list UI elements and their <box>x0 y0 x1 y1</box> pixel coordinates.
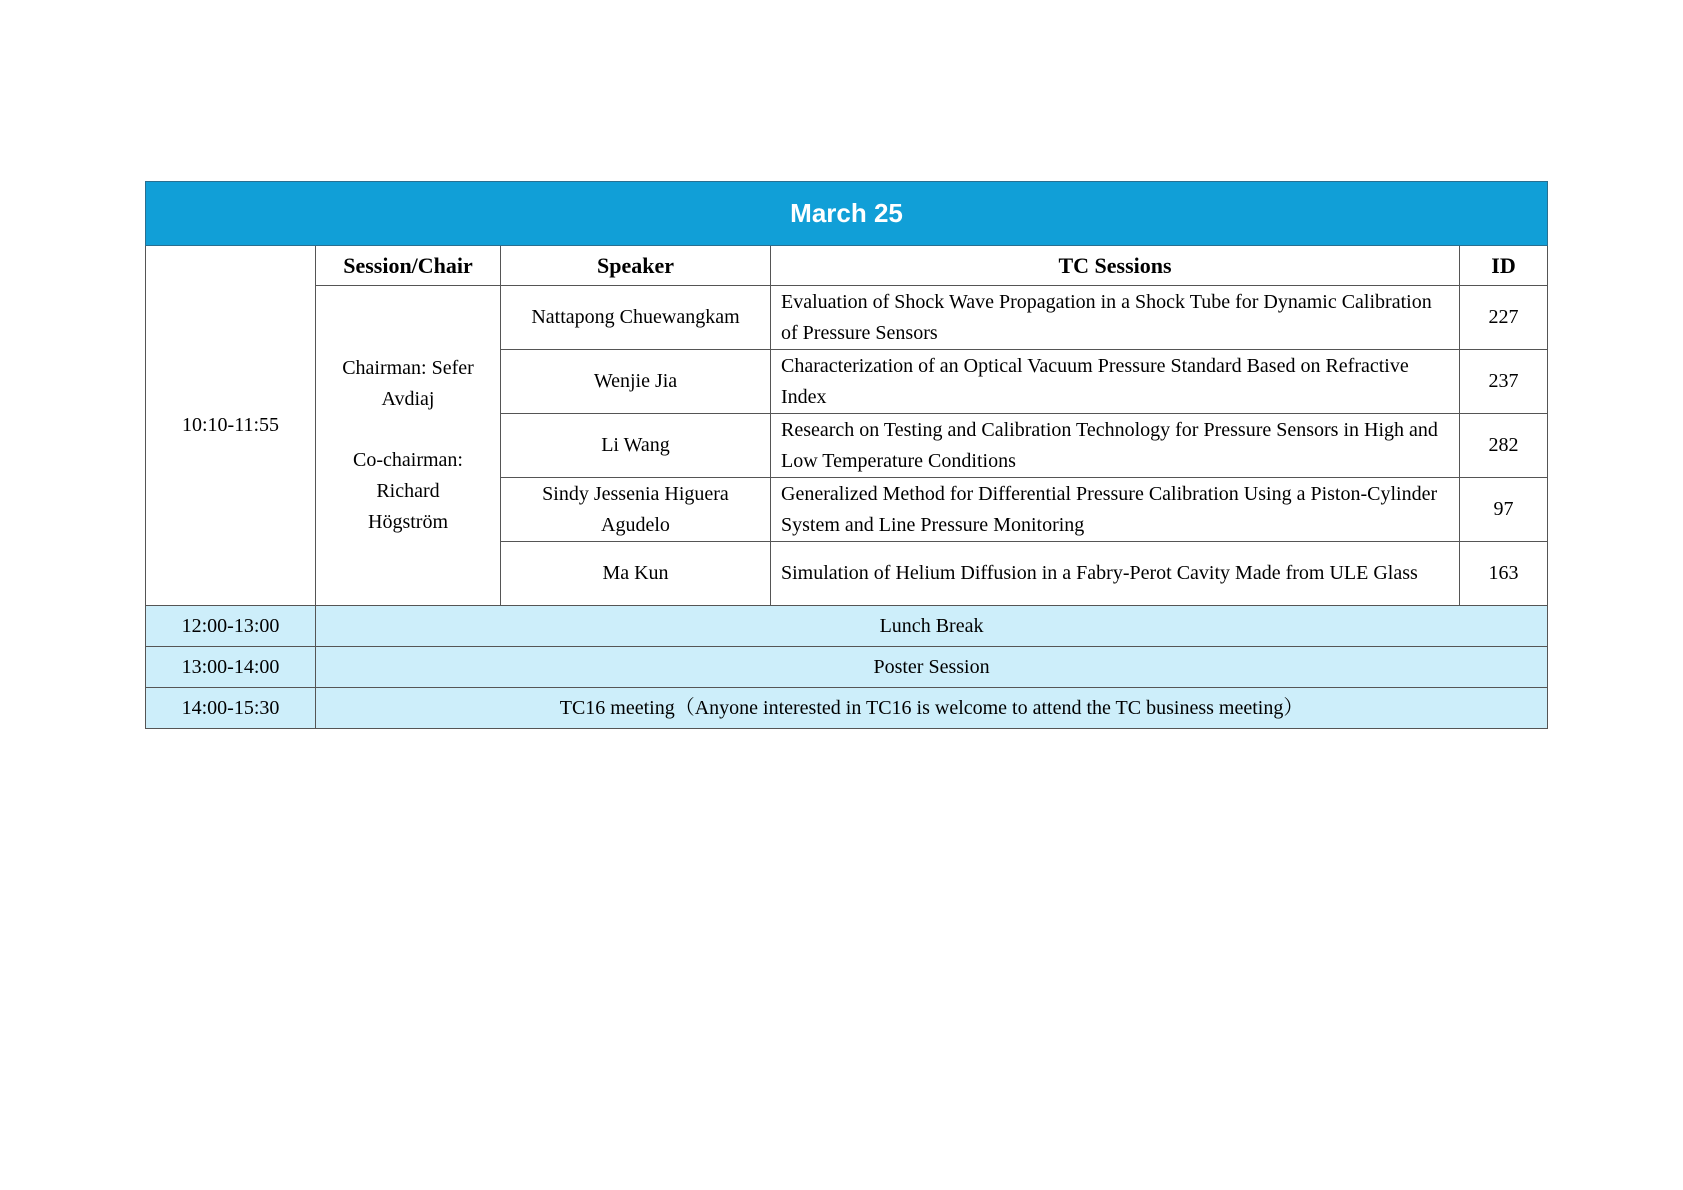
talk-speaker: Wenjie Jia <box>501 350 771 414</box>
break-row <box>146 688 1548 729</box>
session-time: 10:10-11:55 <box>146 246 316 606</box>
date-banner-row <box>146 182 1548 246</box>
cochairman-line-2: Richard <box>376 480 440 502</box>
chair-spacer <box>326 415 490 445</box>
talk-title: Research on Testing and Calibration Technology for Pressure Sensors in High and Low Temperature Conditions <box>771 414 1460 478</box>
header-tc-sessions: TC Sessions <box>771 246 1460 286</box>
talk-id: 97 <box>1460 478 1548 542</box>
header-id: ID <box>1460 246 1548 286</box>
header-row <box>146 246 1548 286</box>
break-time: 14:00-15:30 <box>146 688 316 729</box>
break-label: Lunch Break <box>316 606 1548 647</box>
talk-id: 227 <box>1460 286 1548 350</box>
header-session-chair: Session/Chair <box>316 246 501 286</box>
talk-id: 163 <box>1460 542 1548 606</box>
talk-title: Evaluation of Shock Wave Propagation in a Shock Tube for Dynamic Calibration of Pressure Sensors <box>771 286 1460 350</box>
session-chair-cell <box>316 286 501 606</box>
header-speaker: Speaker <box>501 246 771 286</box>
talk-speaker: Li Wang <box>501 414 771 478</box>
talk-row <box>146 286 1548 350</box>
break-label: TC16 meeting（Anyone interested in TC16 is welcome to attend the TC business meeting） <box>316 688 1548 729</box>
talk-title: Simulation of Helium Diffusion in a Fabry-Perot Cavity Made from ULE Glass <box>771 542 1460 606</box>
schedule-table <box>145 181 1548 729</box>
talk-title: Generalized Method for Differential Pressure Calibration Using a Piston-Cylinder System and Line Pressure Monitoring <box>771 478 1460 542</box>
chairman-line-1: Chairman: Sefer <box>342 357 474 379</box>
chairman-line-2: Avdiaj <box>381 388 435 410</box>
break-label: Poster Session <box>316 647 1548 688</box>
date-banner: March 25 <box>146 182 1548 246</box>
break-time: 12:00-13:00 <box>146 606 316 647</box>
break-row <box>146 647 1548 688</box>
break-row <box>146 606 1548 647</box>
cochairman-line-3: Högström <box>368 511 448 533</box>
talk-speaker: Sindy Jessenia Higuera Agudelo <box>501 478 771 542</box>
talk-id: 282 <box>1460 414 1548 478</box>
talk-title: Characterization of an Optical Vacuum Pressure Standard Based on Refractive Index <box>771 350 1460 414</box>
break-time: 13:00-14:00 <box>146 647 316 688</box>
talk-speaker: Ma Kun <box>501 542 771 606</box>
talk-id: 237 <box>1460 350 1548 414</box>
talk-speaker: Nattapong Chuewangkam <box>501 286 771 350</box>
cochairman-line-1: Co-chairman: <box>353 449 463 471</box>
